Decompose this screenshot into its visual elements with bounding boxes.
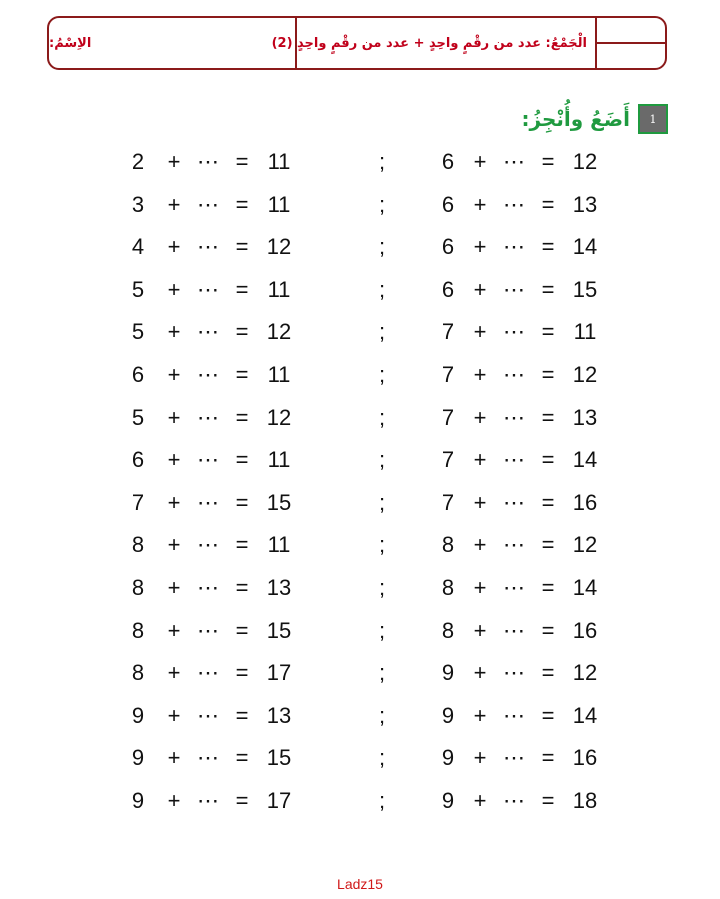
separator: ; [378, 319, 386, 345]
right-addend: 8 [441, 532, 455, 558]
left-sum: 11 [267, 447, 291, 473]
right-addend: 7 [441, 489, 455, 515]
exercise-row [0, 397, 720, 440]
equals-sign: = [235, 787, 249, 813]
separator: ; [378, 361, 386, 387]
plus-sign: + [473, 574, 487, 600]
equals-sign: = [235, 447, 249, 473]
equals-sign: = [235, 149, 249, 174]
plus-sign: + [167, 745, 181, 771]
plus-sign: + [473, 660, 487, 686]
equals-sign: = [235, 404, 249, 430]
left-sum: 17 [266, 787, 292, 813]
equals-sign: = [541, 660, 555, 686]
right-sum: 13 [572, 191, 598, 217]
answer-blank[interactable]: ⋯ [503, 745, 525, 771]
left-addend: 3 [131, 191, 145, 217]
equals-sign: = [235, 532, 249, 558]
right-addend: 7 [441, 447, 455, 473]
worksheet-header [47, 16, 667, 70]
exercise-row [0, 695, 720, 738]
exercise-row [0, 269, 720, 312]
equals-sign: = [541, 574, 555, 600]
right-sum: 16 [572, 489, 598, 515]
equals-sign: = [235, 319, 249, 345]
left-addend: 8 [131, 617, 145, 643]
answer-blank[interactable]: ⋯ [197, 149, 219, 174]
separator: ; [378, 787, 386, 813]
answer-blank[interactable]: ⋯ [197, 276, 219, 302]
answer-blank[interactable]: ⋯ [503, 234, 525, 260]
plus-sign: + [167, 404, 181, 430]
title-cell [271, 18, 597, 68]
exercise-row [0, 439, 720, 482]
right-sum: 16 [572, 617, 598, 643]
left-addend: 5 [131, 319, 145, 345]
answer-blank[interactable]: ⋯ [197, 447, 219, 473]
answer-blank[interactable]: ⋯ [503, 660, 525, 686]
equals-sign: = [541, 361, 555, 387]
plus-sign: + [167, 319, 181, 345]
left-sum: 13 [266, 702, 292, 728]
separator: ; [378, 745, 386, 771]
left-sum: 11 [267, 361, 291, 387]
plus-sign: + [473, 234, 487, 260]
equals-sign: = [235, 660, 249, 686]
equals-sign: = [541, 234, 555, 260]
answer-blank[interactable]: ⋯ [197, 234, 219, 260]
right-addend: 6 [441, 234, 455, 260]
plus-sign: + [473, 532, 487, 558]
answer-blank[interactable]: ⋯ [503, 276, 525, 302]
right-sum: 14 [572, 574, 598, 600]
equals-sign: = [541, 787, 555, 813]
answer-blank[interactable]: ⋯ [197, 532, 219, 558]
exercise-section-heading [522, 104, 668, 134]
right-sum: 12 [572, 532, 598, 558]
left-addend: 9 [131, 702, 145, 728]
left-sum: 15 [266, 617, 292, 643]
answer-blank[interactable]: ⋯ [503, 404, 525, 430]
exercise-list [0, 141, 720, 823]
exercise-row [0, 524, 720, 567]
left-addend: 8 [131, 574, 145, 600]
plus-sign: + [473, 276, 487, 302]
right-sum: 14 [572, 447, 598, 473]
plus-sign: + [473, 361, 487, 387]
exercise-row [0, 311, 720, 354]
equals-sign: = [235, 702, 249, 728]
plus-sign: + [473, 489, 487, 515]
plus-sign: + [167, 702, 181, 728]
left-addend: 5 [131, 276, 145, 302]
equals-sign: = [541, 447, 555, 473]
equals-sign: = [541, 149, 555, 174]
right-sum: 14 [572, 234, 598, 260]
left-sum: 11 [267, 149, 291, 174]
separator: ; [378, 191, 386, 217]
worksheet-title: الْجَمْعُ: عدد من رقْمٍ واحِدٍ + عدد من رقْمٍ واحِدٍ (2) [271, 35, 587, 51]
separator: ; [378, 404, 386, 430]
name-label: الاِسْمُ: [49, 35, 92, 51]
exercise-row [0, 184, 720, 227]
exercise-row [0, 737, 720, 780]
exercise-row [0, 652, 720, 695]
left-addend: 6 [131, 361, 145, 387]
answer-blank[interactable]: ⋯ [197, 191, 219, 217]
equals-sign: = [541, 617, 555, 643]
plus-sign: + [167, 660, 181, 686]
left-addend: 9 [131, 787, 145, 813]
plus-sign: + [473, 745, 487, 771]
answer-blank[interactable]: ⋯ [197, 489, 219, 515]
right-addend: 8 [441, 617, 455, 643]
answer-blank[interactable]: ⋯ [197, 319, 219, 345]
exercise-row [0, 141, 720, 184]
plus-sign: + [167, 361, 181, 387]
plus-sign: + [167, 234, 181, 260]
exercise-number-badge [638, 104, 668, 134]
equals-sign: = [541, 191, 555, 217]
right-sum: 11 [573, 319, 597, 345]
plus-sign: + [167, 787, 181, 813]
answer-blank[interactable]: ⋯ [197, 660, 219, 686]
equals-sign: = [541, 489, 555, 515]
header-corner-cell [597, 18, 665, 68]
plus-sign: + [167, 447, 181, 473]
left-sum: 12 [266, 319, 292, 345]
left-sum: 15 [266, 745, 292, 771]
right-addend: 7 [441, 361, 455, 387]
answer-blank[interactable]: ⋯ [197, 361, 219, 387]
right-addend: 6 [441, 149, 455, 174]
right-addend: 7 [441, 404, 455, 430]
exercise-row [0, 354, 720, 397]
answer-blank[interactable]: ⋯ [503, 319, 525, 345]
answer-blank[interactable]: ⋯ [503, 361, 525, 387]
equals-sign: = [235, 276, 249, 302]
right-sum: 13 [572, 404, 598, 430]
left-addend: 9 [131, 745, 145, 771]
separator: ; [378, 489, 386, 515]
plus-sign: + [473, 319, 487, 345]
equals-sign: = [235, 234, 249, 260]
right-sum: 14 [572, 702, 598, 728]
right-addend: 7 [441, 319, 455, 345]
exercise-row [0, 610, 720, 653]
plus-sign: + [473, 787, 487, 813]
separator: ; [378, 617, 386, 643]
answer-blank[interactable]: ⋯ [197, 745, 219, 771]
right-addend: 6 [441, 191, 455, 217]
exercise-row [0, 567, 720, 610]
left-sum: 17 [266, 660, 292, 686]
right-addend: 8 [441, 574, 455, 600]
plus-sign: + [473, 404, 487, 430]
separator: ; [378, 149, 386, 174]
plus-sign: + [167, 276, 181, 302]
left-sum: 13 [266, 574, 292, 600]
equals-sign: = [235, 191, 249, 217]
left-addend: 6 [131, 447, 145, 473]
separator: ; [378, 702, 386, 728]
left-addend: 8 [131, 660, 145, 686]
right-sum: 18 [572, 787, 598, 813]
separator: ; [378, 532, 386, 558]
exercise-row [0, 482, 720, 525]
left-sum: 12 [266, 234, 292, 260]
right-addend: 9 [441, 702, 455, 728]
left-addend: 5 [131, 404, 145, 430]
plus-sign: + [167, 617, 181, 643]
left-addend: 4 [131, 234, 145, 260]
left-sum: 11 [267, 532, 291, 558]
plus-sign: + [473, 447, 487, 473]
answer-blank[interactable]: ⋯ [503, 532, 525, 558]
right-sum: 12 [572, 149, 598, 174]
equals-sign: = [235, 745, 249, 771]
right-addend: 6 [441, 276, 455, 302]
right-addend: 9 [441, 660, 455, 686]
answer-blank[interactable]: ⋯ [503, 149, 525, 174]
separator: ; [378, 447, 386, 473]
header-divider-line [597, 42, 665, 44]
separator: ; [378, 234, 386, 260]
separator: ; [378, 574, 386, 600]
equals-sign: = [541, 532, 555, 558]
plus-sign: + [473, 702, 487, 728]
plus-sign: + [167, 191, 181, 217]
exercise-number: 1 [640, 106, 666, 132]
left-addend: 2 [131, 149, 145, 174]
separator: ; [378, 276, 386, 302]
answer-blank[interactable]: ⋯ [503, 447, 525, 473]
answer-blank[interactable]: ⋯ [503, 574, 525, 600]
answer-blank[interactable]: ⋯ [503, 617, 525, 643]
plus-sign: + [167, 532, 181, 558]
plus-sign: + [473, 617, 487, 643]
plus-sign: + [473, 149, 487, 174]
answer-blank[interactable]: ⋯ [503, 787, 525, 813]
right-sum: 12 [572, 361, 598, 387]
footer-watermark: Ladz15 [337, 876, 383, 892]
equals-sign: = [541, 276, 555, 302]
equals-sign: = [235, 617, 249, 643]
exercise-row [0, 780, 720, 823]
right-sum: 12 [572, 660, 598, 686]
right-addend: 9 [441, 787, 455, 813]
right-addend: 9 [441, 745, 455, 771]
exercise-instruction: أَضَعُ وأُنْجِزُ: [521, 107, 630, 131]
left-addend: 8 [131, 532, 145, 558]
equals-sign: = [541, 319, 555, 345]
answer-blank[interactable]: ⋯ [197, 404, 219, 430]
equals-sign: = [541, 404, 555, 430]
right-sum: 15 [572, 276, 598, 302]
answer-blank[interactable]: ⋯ [503, 489, 525, 515]
plus-sign: + [473, 191, 487, 217]
plus-sign: + [167, 489, 181, 515]
left-addend: 7 [131, 489, 145, 515]
answer-blank[interactable]: ⋯ [197, 702, 219, 728]
separator: ; [378, 660, 386, 686]
plus-sign: + [167, 574, 181, 600]
answer-blank[interactable]: ⋯ [503, 191, 525, 217]
answer-blank[interactable]: ⋯ [503, 702, 525, 728]
answer-blank[interactable]: ⋯ [197, 617, 219, 643]
equals-sign: = [235, 574, 249, 600]
equals-sign: = [235, 361, 249, 387]
right-sum: 16 [572, 745, 598, 771]
exercise-row [0, 226, 720, 269]
answer-blank[interactable]: ⋯ [197, 787, 219, 813]
left-sum: 11 [267, 276, 291, 302]
left-sum: 15 [266, 489, 292, 515]
equals-sign: = [541, 745, 555, 771]
name-field[interactable] [49, 18, 297, 68]
plus-sign: + [167, 149, 181, 174]
left-sum: 12 [266, 404, 292, 430]
equals-sign: = [541, 702, 555, 728]
equals-sign: = [235, 489, 249, 515]
left-sum: 11 [267, 191, 291, 217]
answer-blank[interactable]: ⋯ [197, 574, 219, 600]
